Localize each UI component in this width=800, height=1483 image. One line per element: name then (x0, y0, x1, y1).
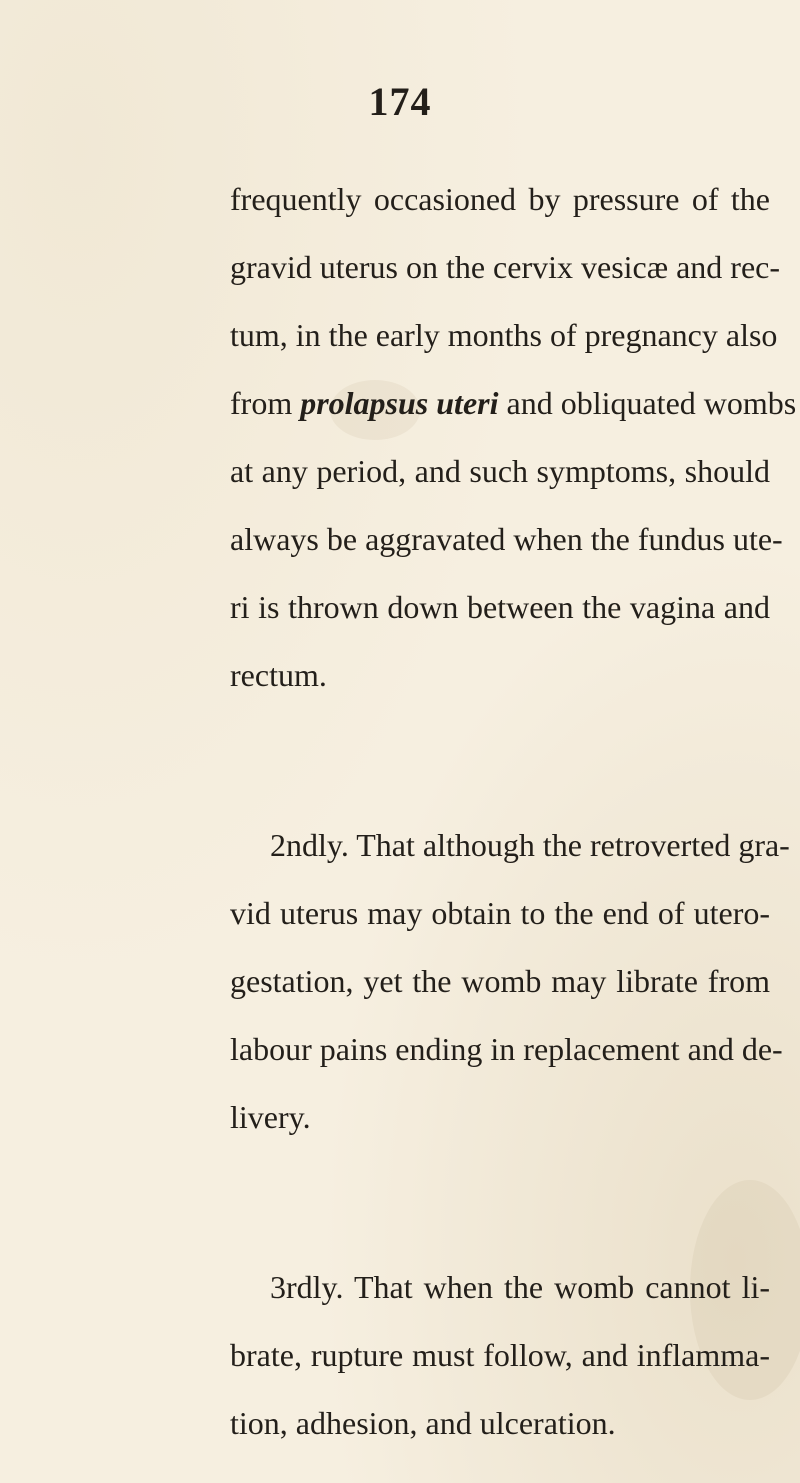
text-line: 3rdly. That when the womb cannot li- (270, 1269, 770, 1305)
text-fragment: and obliquated wombs (498, 385, 797, 421)
text-line: ri is thrown down between the vagina and (230, 589, 770, 625)
paragraph-2 (230, 827, 790, 1135)
text-line: brate, rupture must follow, and inflamma- (230, 1337, 770, 1373)
paragraph-1 (230, 181, 797, 693)
text-line: rectum. (230, 657, 327, 693)
text-line: at any period, and such symptoms, should (230, 453, 770, 489)
text-line: gravid uterus on the cervix vesicæ and rec- (230, 249, 781, 285)
text-line: always be aggravated when the fundus ute- (230, 521, 783, 557)
page-number: 174 (368, 79, 432, 124)
text-line: vid uterus may obtain to the end of utero- (230, 895, 770, 931)
latin-term: prolapsus uteri (300, 385, 499, 421)
text-line: labour pains ending in replacement and de- (230, 1031, 783, 1067)
paragraph-gap (230, 1168, 770, 1270)
paragraph-gap (230, 726, 770, 828)
text-line: gestation, yet the womb may librate from (230, 963, 770, 999)
text-line: livery. (230, 1099, 311, 1135)
text-line (230, 385, 797, 421)
body-text (230, 181, 797, 1474)
text-line: tion, adhesion, and ulceration. (230, 1405, 616, 1441)
text-line: 2ndly. That although the retroverted gra- (270, 827, 790, 863)
text-fragment: from (230, 385, 301, 421)
text-line: tum, in the early months of pregnancy also (230, 317, 778, 353)
text-line: frequently occasioned by pressure of the (230, 181, 770, 217)
paragraph-3 (230, 1270, 770, 1440)
